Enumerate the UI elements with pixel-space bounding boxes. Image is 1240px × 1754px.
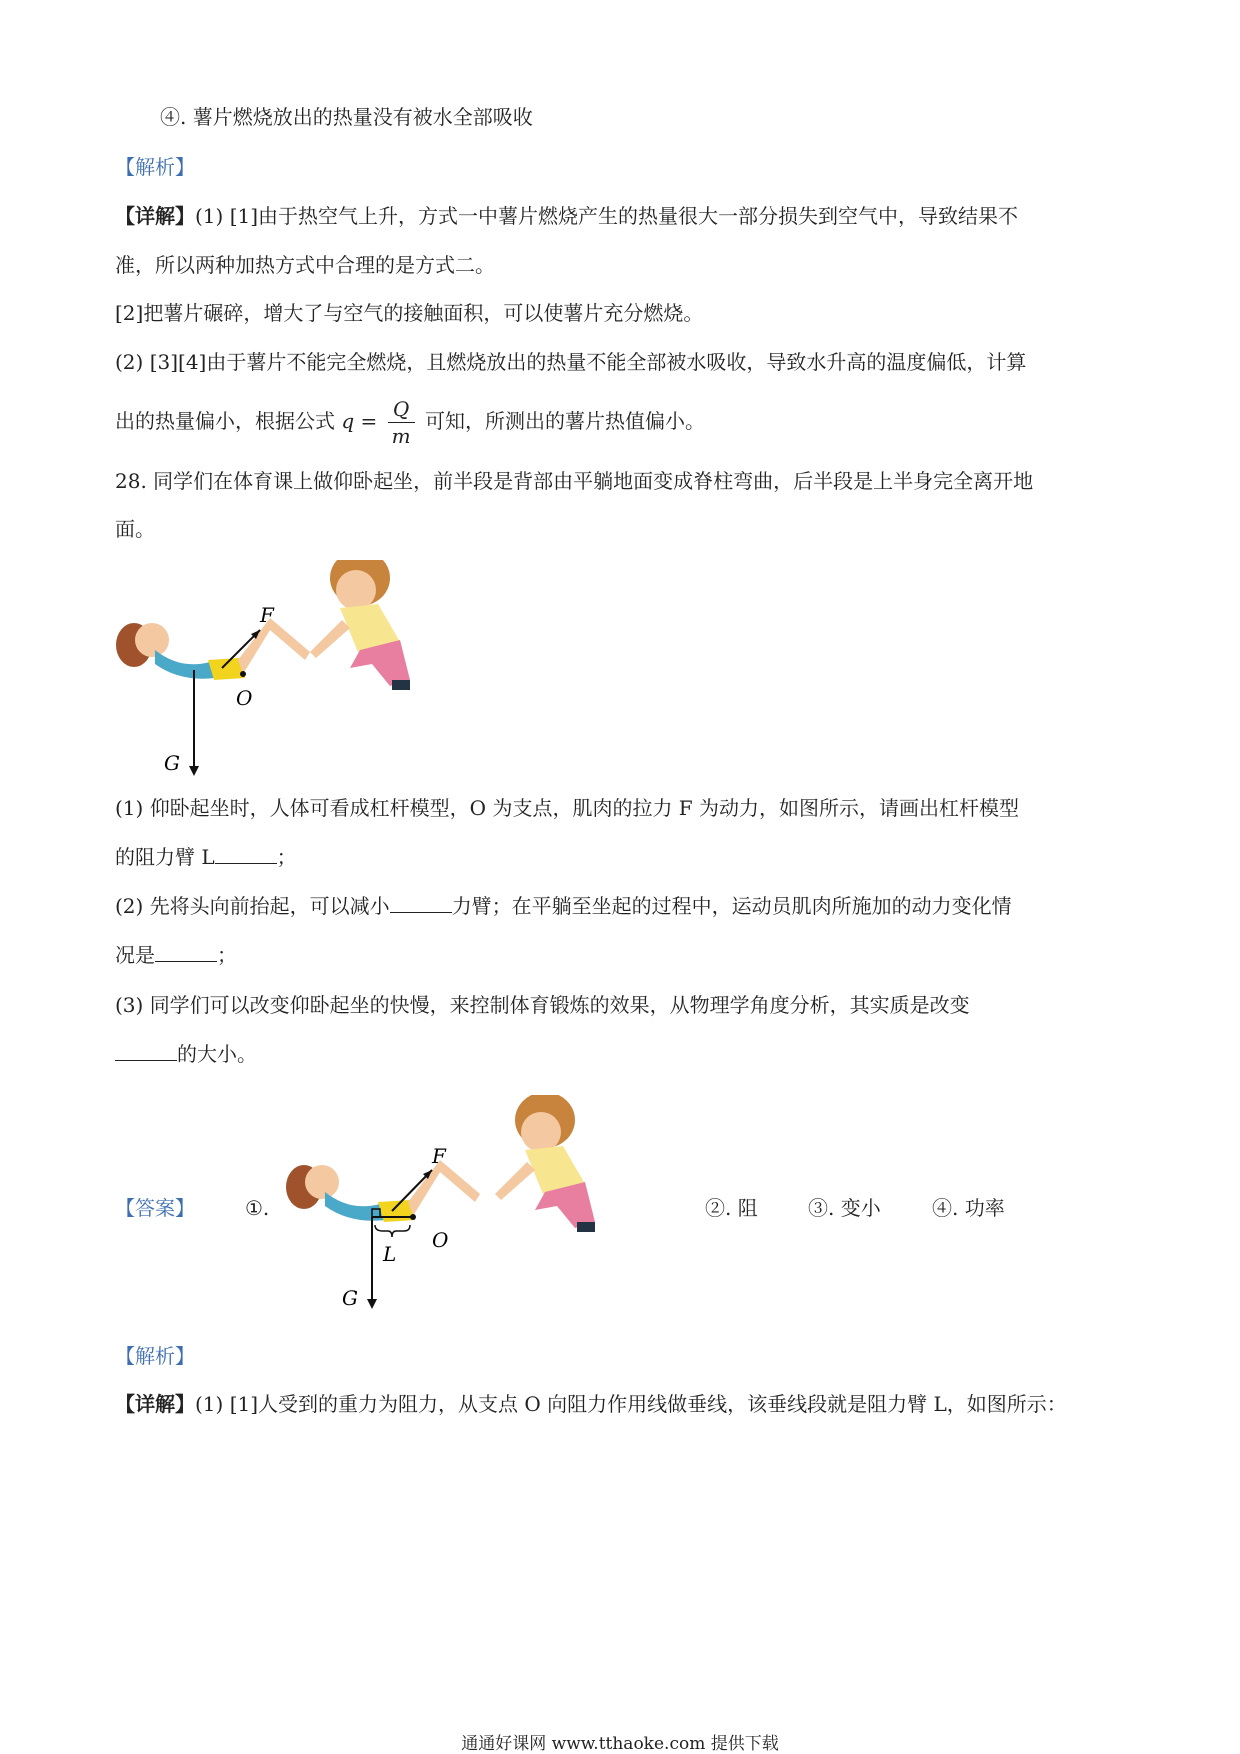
gravity-g-arrowhead bbox=[189, 766, 199, 776]
label-g: G bbox=[164, 751, 180, 775]
text: 况是 bbox=[115, 943, 155, 967]
label-f: F bbox=[432, 1144, 446, 1168]
q28-stem: 28. 同学们在体育课上做仰卧起坐，前半段是背部由平躺地面变成脊柱弯曲，后半段是上半身完全离开地 bbox=[115, 469, 1034, 493]
answer-blank bbox=[115, 1042, 177, 1061]
q28-part-1: (1) 仰卧起坐时，人体可看成杠杆模型，O 为支点，肌肉的拉力 F 为动力，如图所示，请画出杠杆模型 bbox=[115, 796, 1020, 820]
text: 可知，所测出的薯片热值偏小。 bbox=[424, 409, 705, 433]
detail-tag: 【详解】 bbox=[115, 204, 195, 228]
lying-girl-torso bbox=[155, 650, 215, 679]
analysis-tag: 【解析】 bbox=[115, 155, 195, 179]
answer-blank bbox=[155, 943, 217, 962]
gravity-g-arrowhead bbox=[367, 1299, 377, 1309]
detail-paragraph-1 bbox=[115, 201, 1018, 231]
helper-girl-arm bbox=[310, 620, 350, 658]
q28-part-3: (3) 同学们可以改变仰卧起坐的快慢，来控制体育锻炼的效果，从物理学角度分析，其实质是改变 bbox=[115, 993, 970, 1017]
detail-text: (1) [1]由于热空气上升，方式一中薯片燃烧产生的热量很大一部分损失到空气中，导致结果不 bbox=[195, 204, 1019, 228]
q28-part-2 bbox=[115, 891, 1012, 921]
q28-part-2b bbox=[115, 940, 237, 970]
answer-figure bbox=[280, 1095, 650, 1325]
text: 的阻力臂 L bbox=[115, 845, 215, 869]
lying-girl-head bbox=[135, 623, 169, 657]
detail-paragraph-3: (2) [3][4]由于薯片不能完全燃烧，且燃烧放出的热量不能全部被水吸收，导致水升高的温度偏低，计算 bbox=[115, 350, 1027, 374]
q28-part-3b bbox=[115, 1039, 257, 1069]
answer-blank bbox=[215, 845, 277, 864]
helper-girl-shoe bbox=[577, 1222, 595, 1232]
text: (2) 先将头向前抬起，可以减小 bbox=[115, 894, 390, 918]
page-footer: 通通好课网 www.tthaoke.com 提供下载 bbox=[461, 1734, 779, 1754]
helper-girl-head bbox=[521, 1112, 561, 1152]
helper-girl-shoe bbox=[392, 680, 410, 690]
lying-girl-head bbox=[305, 1165, 339, 1199]
label-o: O bbox=[236, 686, 253, 710]
answer-1: ①. bbox=[245, 1196, 270, 1220]
text: 的大小。 bbox=[177, 1042, 257, 1066]
q28-stem-b: 面。 bbox=[115, 517, 155, 541]
lying-girl-legs bbox=[408, 1160, 480, 1216]
solution-analysis-tag: 【解析】 bbox=[115, 1344, 195, 1368]
l-brace bbox=[375, 1225, 410, 1237]
pivot-o bbox=[240, 671, 246, 677]
formula-lhs: q = bbox=[341, 409, 378, 433]
detail-paragraph-2: [2]把薯片碾碎，增大了与空气的接触面积，可以使薯片充分燃烧。 bbox=[115, 301, 704, 325]
lying-girl-legs bbox=[238, 618, 310, 674]
answer-3: ③. 变小 bbox=[808, 1196, 881, 1220]
answer-tag: 【答案】 bbox=[115, 1196, 195, 1220]
answer-2: ②. 阻 bbox=[705, 1196, 758, 1220]
prev-item-4: ④. 薯片燃烧放出的热量没有被水全部吸收 bbox=[160, 105, 533, 129]
label-f: F bbox=[260, 603, 274, 627]
formula-numerator: Q bbox=[388, 396, 415, 423]
label-o: O bbox=[432, 1228, 449, 1252]
detail-paragraph-1b: 准，所以两种加热方式中合理的是方式二。 bbox=[115, 253, 495, 277]
q28-part-1b bbox=[115, 842, 297, 872]
text: ； bbox=[217, 943, 237, 967]
text: ； bbox=[276, 845, 297, 869]
helper-girl-arm bbox=[495, 1162, 535, 1200]
answer-4: ④. 功率 bbox=[932, 1196, 1005, 1220]
helper-girl-head bbox=[336, 570, 376, 610]
text: 力臂；在平躺至坐起的过程中，运动员肌肉所施加的动力变化情 bbox=[451, 894, 1012, 918]
text: 出的热量偏小，根据公式 bbox=[115, 409, 335, 433]
solution-detail-1 bbox=[115, 1389, 1067, 1419]
detail-text: (1) [1]人受到的重力为阻力，从支点 O 向阻力作用线做垂线，该垂线段就是阻力臂 L，如图所示： bbox=[195, 1392, 1067, 1416]
detail-tag: 【详解】 bbox=[115, 1392, 195, 1416]
formula-denominator: m bbox=[391, 424, 411, 448]
situp-figure bbox=[110, 560, 460, 780]
formula-fraction bbox=[388, 396, 415, 449]
label-g: G bbox=[342, 1286, 358, 1310]
detail-paragraph-3b bbox=[115, 395, 705, 449]
answer-blank bbox=[390, 894, 452, 913]
label-l: L bbox=[383, 1242, 397, 1266]
